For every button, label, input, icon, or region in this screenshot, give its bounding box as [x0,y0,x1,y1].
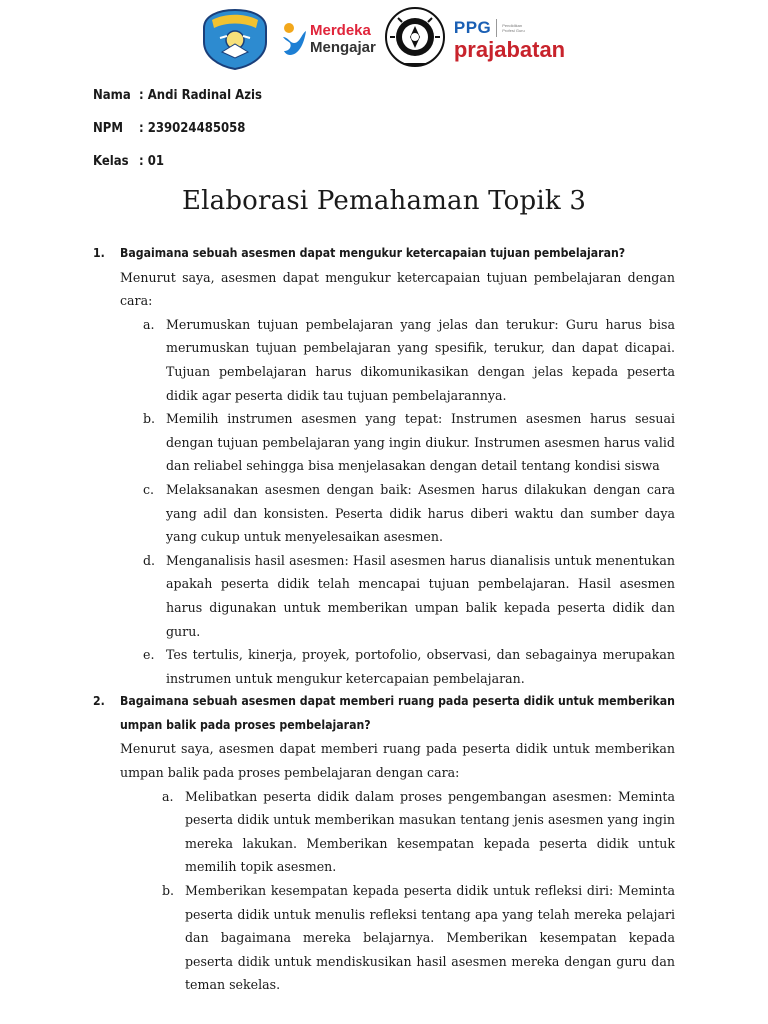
list-marker: b. [143,411,156,427]
list-item-text: Memilih instrumen asesmen yang tepat: Instrumen asesmen harus sesuai dengan tujuan pembelajaran yang ingin diukur. Instrumen asesmen harus valid dan reliabel sehingga bisa menjelasakan dengan detail tentang kondisi siswa [166,411,675,474]
answer-intro: Menurut saya, asesmen dapat memberi ruang pada peserta didik untuk memberikan umpan balik pada proses pembelajaran dengan cara: [120,741,675,781]
list-item [93,785,675,879]
list-marker: a. [143,316,155,332]
identity-value: : Andi Radinal Azis [139,88,262,103]
ppg-prajabatan-logo [454,18,565,61]
merdeka-mengajar-icon [280,21,308,57]
list-marker: b. [162,883,175,899]
list-item [93,549,675,643]
answer-list [93,313,675,691]
question-text: Bagaimana sebuah asesmen dapat memberi ruang pada peserta didik untuk memberikan umpan balik pada proses pembelajaran? [120,694,675,732]
list-item-text: Memberikan kesempatan kepada peserta didik untuk refleksi diri: Meminta peserta didik untuk menulis refleksi tentang apa yang telah mereka pelajari dan bagaimana mereka belajarnya. Memberikan kesempatan kepada peserta didik untuk mendiskusikan hasil asesmen mereka dengan guru dan teman sekelas. [185,883,675,993]
ppg-separator [496,19,497,37]
unm-logo [384,6,446,72]
list-marker: c. [143,481,155,497]
prajabatan-text: prajabatan [453,36,566,62]
document-body [93,242,675,997]
merdeka-text: Merdeka [310,22,371,39]
list-item-text: Melaksanakan asesmen dengan baik: Asesmen harus dilakukan dengan cara yang adil dan konsisten. Peserta didik harus diberi waktu dan sumber daya yang cukup untuk menyelesaikan asesmen. [166,481,675,545]
identity-value: : 239024485058 [139,121,246,136]
list-item [93,313,675,407]
list-item [93,478,675,549]
identity-value: : 01 [139,154,165,169]
list-marker: e. [143,647,155,663]
answer-list [93,785,675,997]
identity-label: Kelas [93,154,129,169]
merdeka-mengajar-logo [280,8,376,70]
question-text: Bagaimana sebuah asesmen dapat mengukur ketercapaian tujuan pembelajaran? [120,246,626,260]
list-item [93,879,675,997]
list-marker: d. [143,552,156,568]
header-logos [200,6,590,72]
list-item-text: Melibatkan peserta didik dalam proses pengembangan asesmen: Meminta peserta didik untuk memberikan masukan tentang jenis asesmen yang ingin mereka lakukan. Memberikan kesempatan kepada peserta didik untuk memilih topik asesmen. [185,788,675,875]
mengajar-text: Mengajar [310,39,376,56]
list-item [93,407,675,478]
identity-label: NPM [93,121,123,136]
identity-nama [93,88,262,103]
list-item [93,643,675,690]
question-1 [93,242,675,266]
list-marker: a. [162,788,174,804]
list-item-text: Tes tertulis, kinerja, proyek, portofolio, observasi, dan sebagainya merupakan instrumen untuk mengukur ketercapaian pembelajaran. [166,647,675,686]
question-number: 1. [93,246,105,260]
question-2 [93,690,675,737]
list-item-text: Merumuskan tujuan pembelajaran yang jelas dan terukur: Guru harus bisa merumuskan tujuan pembelajaran yang spesifik, terukur, dan dapat dicapai. Tujuan pembelajaran harus dikomunikasikan dengan jelas kepada peserta didik agar peserta didik tau tujuan pembelajarannya. [166,316,675,403]
tut-wuri-handayani-logo [200,8,270,70]
list-item-text: Menganalisis hasil asesmen: Hasil asesmen harus dianalisis untuk menentukan apakah peserta didik telah mencapai tujuan pembelajaran. Hasil asesmen harus digunakan untuk memberikan umpan balik kepada peserta didik dan guru. [166,552,675,639]
identity-label: Nama [93,88,131,103]
identity-kelas [93,154,164,169]
page-title: Elaborasi Pemahaman Topik 3 [181,186,587,216]
ppg-subtitle: Pendidikan Profesi Guru [502,22,525,33]
question-number: 2. [93,694,105,709]
ppg-text: PPG [453,17,492,37]
identity-npm [93,121,245,136]
answer-intro: Menurut saya, asesmen dapat mengukur ketercapaian tujuan pembelajaran dengan cara: [120,269,675,309]
